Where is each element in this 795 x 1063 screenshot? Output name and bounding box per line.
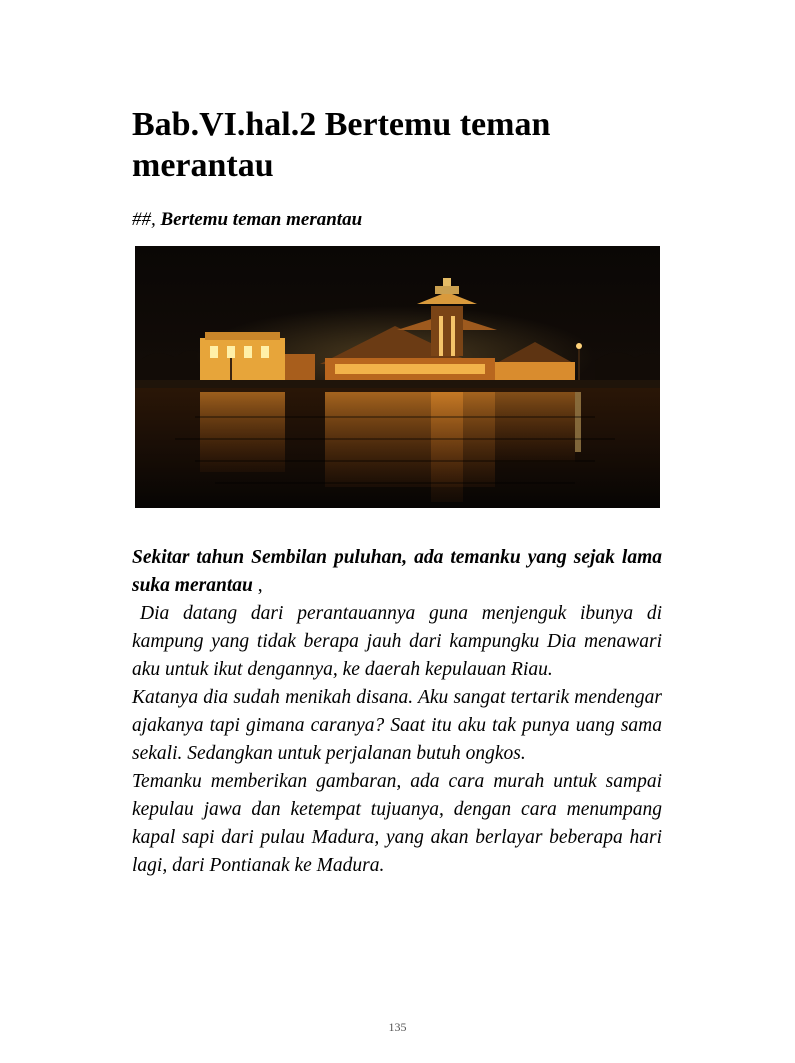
paragraph-2: Katanya dia sudah menikah disana. Aku sangat tertarik mendengar ajakanya tapi gimana caranya? Saat itu aku tak punya uang sama sekali. Sedangkan untuk perjalanan butuh ongkos. (132, 687, 662, 764)
paragraph-1: Dia datang dari perantauannya guna menjenguk ibunya di kampung yang tidak berapa jauh dari kampungku Dia menawari aku untuk ikut dengannya, ke daerah kepulauan Riau. (132, 603, 662, 680)
paragraph-3: Temanku memberikan gambaran, ada cara murah untuk sampai kepulau jawa dan ketempat tujuanya, dengan cara menumpang kapal sapi dari pulau Madura, yang akan berlayar beberapa hari lagi, dari Pontianak ke Madura. (132, 771, 662, 876)
page-title: Bab.VI.hal.2 Bertemu teman merantau (132, 106, 551, 184)
body-text (132, 544, 662, 880)
harbor-night-photo (135, 246, 660, 508)
subheading-text: Bertemu teman merantau (160, 209, 363, 230)
subheading-prefix: ##, (132, 209, 156, 230)
section-subheading (132, 208, 672, 232)
intro-paragraph (132, 544, 662, 600)
page-number: 135 (388, 1020, 407, 1034)
intro-comma: , (257, 575, 263, 596)
intro-bold-text: Sekitar tahun Sembilan puluhan, ada temanku yang sejak lama suka merantau (132, 547, 662, 596)
